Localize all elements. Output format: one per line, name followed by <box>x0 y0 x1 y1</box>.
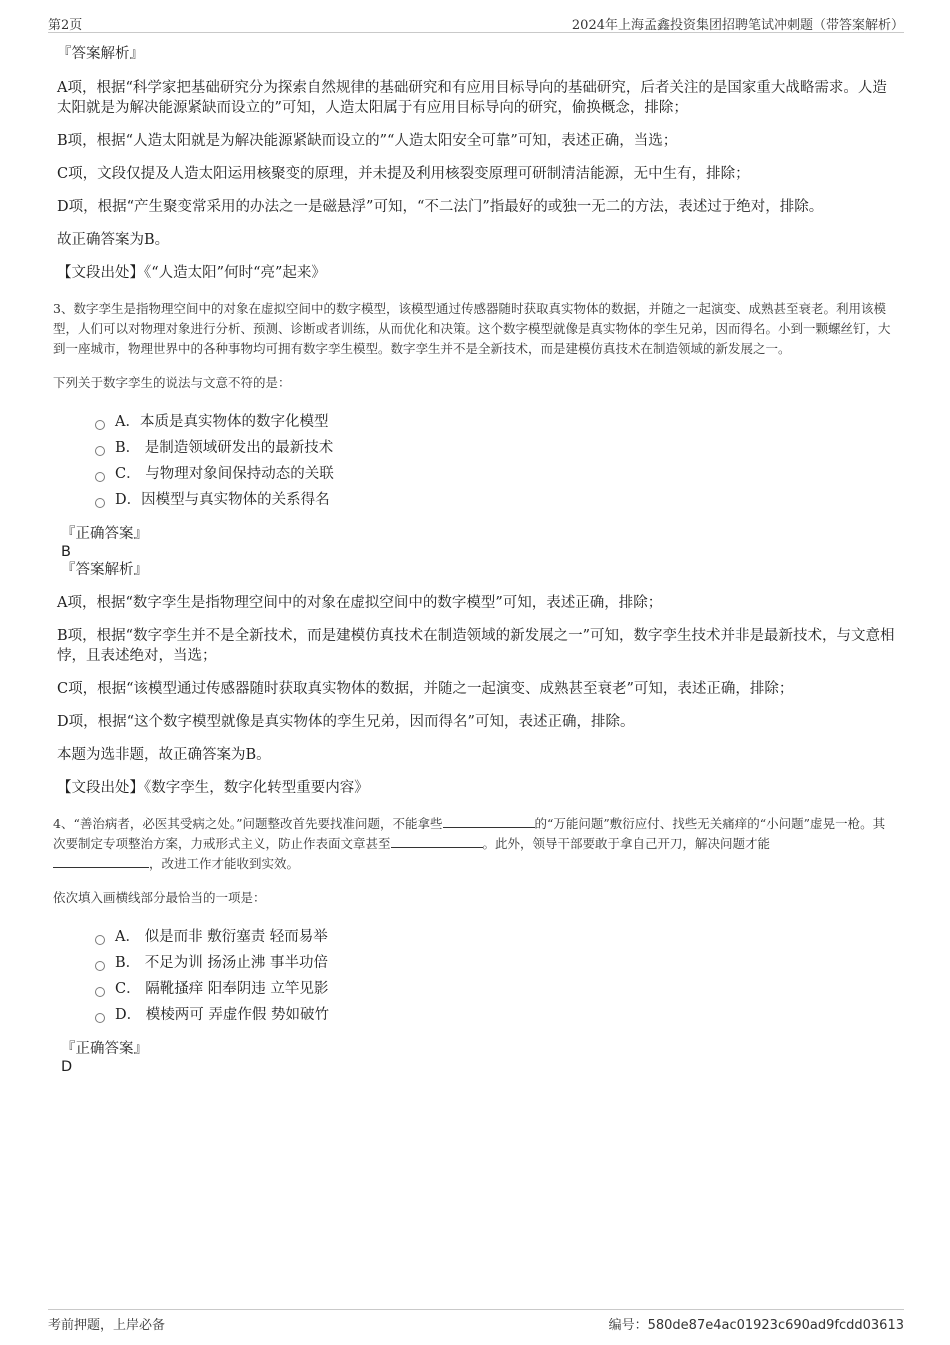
document-code <box>609 1314 904 1333</box>
radio-icon[interactable] <box>95 420 105 430</box>
section-prev-analysis <box>57 44 897 283</box>
question-stem: 3、数字孪生是指物理空间中的对象在虚拟空间中的数字模型，该模型通过传感器随时获取真实物体的数据，并随之一起演变、成熟甚至衰老。利用该模型，人们可以对物理对象进行分析、预测、诊断或者训练，从而优化和决策。这个数字模型就像是真实物体的孪生兄弟，因而得名。小到一颗螺丝钉，大到一座城市，物理世界中的各种事物均可拥有数字孪生模型。数字孪生并不是全新技术，而是建模仿真技术在制造领域的新发展之一。 <box>53 301 891 356</box>
option-label: D．因模型与真实物体的关系得名 <box>115 492 330 508</box>
analysis-conclusion: 本题为选非题，故正确答案为B。 <box>57 747 271 763</box>
analysis-conclusion: 故正确答案为B。 <box>57 232 170 248</box>
option-b[interactable] <box>95 435 897 461</box>
option-a[interactable] <box>95 409 897 435</box>
code-label: 编号： <box>608 1318 648 1333</box>
radio-icon[interactable] <box>95 1013 105 1023</box>
option-label: A． 似是而非 敷衍塞责 轻而易举 <box>115 929 328 945</box>
analysis-c: C项，文段仅提及人造太阳运用核聚变的原理，并未提及利用核裂变原理可研制清洁能源，无中生有，排除； <box>57 166 750 182</box>
fill-blank-2 <box>391 835 483 848</box>
question-prompt: 依次填入画横线部分最恰当的一项是： <box>53 890 266 905</box>
option-d[interactable] <box>95 1002 897 1028</box>
option-label: C． 与物理对象间保持动态的关联 <box>115 466 334 482</box>
option-list <box>95 924 897 1028</box>
analysis-tag: 『答案解析』 <box>61 562 148 578</box>
correct-answer-tag: 『正确答案』 <box>61 1041 148 1057</box>
radio-icon[interactable] <box>95 987 105 997</box>
fill-blank-1 <box>443 815 535 828</box>
analysis-b: B项，根据“人造太阳就是为解决能源紧缺而设立的”“人造太阳安全可靠”可知，表述正确，当选； <box>57 133 678 149</box>
question-4 <box>53 814 897 1076</box>
stem-part-2: 的“万能问题”敷衍应付、找些无关痛痒的“小问题”虚晃一枪。其次要制定专项整治方案，力戒形式主义，防止作表面文章甚至 <box>53 816 886 851</box>
correct-answer: B <box>61 544 71 560</box>
fill-blank-3 <box>53 855 149 868</box>
radio-icon[interactable] <box>95 961 105 971</box>
question-stem <box>53 814 897 874</box>
analysis-d: D项，根据“产生聚变常采用的办法之一是磁悬浮”可知，“不二法门”指最好的或独一无二的方法，表述过于绝对，排除。 <box>57 199 824 215</box>
option-d[interactable] <box>95 487 897 513</box>
option-c[interactable] <box>95 461 897 487</box>
source-citation: 【文段出处】《数字孪生，数字化转型重要内容》 <box>57 780 369 796</box>
question-3 <box>53 299 897 798</box>
correct-answer-tag: 『正确答案』 <box>61 526 148 542</box>
code-value: 580de87e4ac01923c690ad9fcdd03613 <box>647 1318 904 1333</box>
option-label: D． 模棱两可 弄虚作假 势如破竹 <box>115 1007 329 1023</box>
analysis-b: B项，根据“数字孪生并不是全新技术，而是建模仿真技术在制造领域的新发展之一”可知，数字孪生技术并非是最新技术，与文意相悖，且表述绝对，当选； <box>57 628 895 664</box>
radio-icon[interactable] <box>95 472 105 482</box>
page-number: 第2页 <box>48 18 83 33</box>
analysis-d: D项，根据“这个数字模型就像是真实物体的孪生兄弟，因而得名”可知，表述正确，排除。 <box>57 714 635 730</box>
option-label: C． 隔靴搔痒 阳奉阴违 立竿见影 <box>115 981 329 997</box>
stem-part-3: 。此外，领导干部要敢于拿自己开刀，解决问题才能 <box>482 836 771 851</box>
radio-icon[interactable] <box>95 935 105 945</box>
option-c[interactable] <box>95 976 897 1002</box>
option-a[interactable] <box>95 924 897 950</box>
option-label: B． 不足为训 扬汤止沸 事半功倍 <box>115 955 328 971</box>
option-label: A．本质是真实物体的数字化模型 <box>115 414 329 430</box>
radio-icon[interactable] <box>95 498 105 508</box>
stem-part-4: ，改进工作才能收到实效。 <box>149 856 300 871</box>
option-b[interactable] <box>95 950 897 976</box>
analysis-a: A项，根据“科学家把基础研究分为探索自然规律的基础研究和有应用目标导向的基础研究，后者关注的是国家重大战略需求。人造太阳就是为解决能源紧缺而设立的”可知，人造太阳属于有应用目标导向的研究，偷换概念，排除； <box>57 80 887 116</box>
document-body <box>53 44 897 1076</box>
stem-part-1: 4、“善治病者，必医其受病之处。”问题整改首先要找准问题，不能拿些 <box>53 816 443 831</box>
radio-icon[interactable] <box>95 446 105 456</box>
page-footer <box>48 1309 904 1334</box>
analysis-a: A项，根据“数字孪生是指物理空间中的对象在虚拟空间中的数字模型”可知，表述正确，排除； <box>57 595 663 611</box>
source-citation: 【文段出处】《“人造太阳”何时“亮”起来》 <box>57 265 326 281</box>
page-header <box>48 14 904 33</box>
analysis-c: C项，根据“该模型通过传感器随时获取真实物体的数据，并随之一起演变、成熟甚至衰老”可知，表述正确，排除； <box>57 681 794 697</box>
option-label: B． 是制造领域研发出的最新技术 <box>115 440 334 456</box>
option-list <box>95 409 897 513</box>
footer-slogan: 考前押题，上岸必备 <box>48 1318 166 1333</box>
correct-answer: D <box>61 1059 73 1075</box>
question-prompt: 下列关于数字孪生的说法与文意不符的是： <box>53 375 291 390</box>
analysis-tag: 『答案解析』 <box>57 46 144 62</box>
document-title: 2024年上海孟鑫投资集团招聘笔试冲刺题（带答案解析） <box>571 18 904 33</box>
